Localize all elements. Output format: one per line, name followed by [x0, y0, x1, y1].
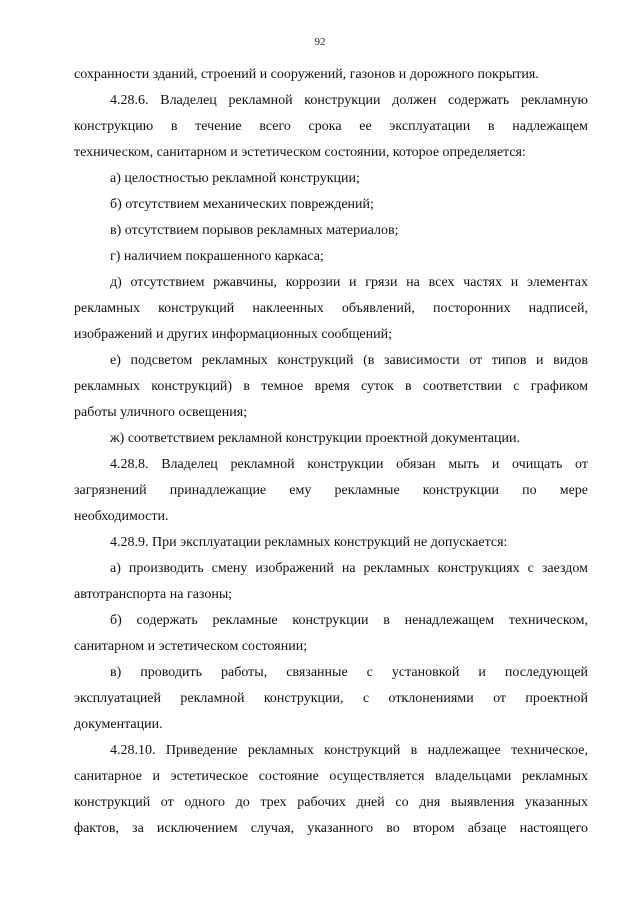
text-line: б) содержать рекламные конструкции в ненадлежащем техническом,	[110, 613, 588, 628]
text-line: санитарное и эстетическое состояние осуществляется владельцами рекламных	[74, 769, 588, 784]
text-line: документации.	[74, 717, 163, 732]
text-line: сохранности зданий, строений и сооружений, газонов и дорожного покрытия.	[74, 67, 539, 82]
text-line: фактов, за исключением случая, указанного во втором абзаце настоящего	[74, 821, 588, 836]
text-line: е) подсветом рекламных конструкций (в зависимости от типов и видов	[110, 353, 588, 368]
text-line: автотранспорта на газоны;	[74, 587, 233, 602]
text-line: загрязнений принадлежащие ему рекламные конструкции по мере	[74, 483, 588, 498]
text-line: работы уличного освещения;	[74, 405, 248, 420]
text-line: 4.28.9. При эксплуатации рекламных конструкций не допускается:	[110, 535, 508, 550]
text-line: рекламных конструкций наклеенных объявлений, посторонних надписей,	[74, 301, 588, 316]
text-line: ж) соответствием рекламной конструкции проектной документации.	[110, 431, 520, 446]
text-line: эксплуатацией рекламной конструкции, с отклонениями от проектной	[74, 691, 588, 706]
text-line: д) отсутствием ржавчины, коррозии и грязи на всех частях и элементах	[110, 275, 588, 290]
text-line: б) отсутствием механических повреждений;	[110, 197, 374, 212]
text-line: конструкций от одного до трех рабочих дней со дня выявления указанных	[74, 795, 588, 810]
text-line: необходимости.	[74, 509, 169, 524]
text-line: а) производить смену изображений на рекламных конструкциях с заездом	[110, 561, 588, 576]
text-line: техническом, санитарном и эстетическом состоянии, которое определяется:	[74, 145, 526, 160]
text-line: в) проводить работы, связанные с установкой и последующей	[110, 665, 588, 680]
text-line: конструкцию в течение всего срока ее эксплуатации в надлежащем	[74, 119, 588, 134]
text-line: рекламных конструкций) в темное время суток в соответствии с графиком	[74, 379, 588, 394]
page-number: 92	[314, 36, 326, 48]
text-line: изображений и других информационных сообщений;	[74, 327, 393, 342]
text-line: 4.28.8. Владелец рекламной конструкции обязан мыть и очищать от	[110, 457, 588, 472]
text-line: 4.28.10. Приведение рекламных конструкций в надлежащее техническое,	[110, 743, 588, 758]
text-line: санитарном и эстетическом состоянии;	[74, 639, 308, 654]
text-line: в) отсутствием порывов рекламных материалов;	[110, 223, 399, 238]
document-body	[74, 62, 588, 842]
text-line: 4.28.6. Владелец рекламной конструкции должен содержать рекламную	[110, 93, 588, 108]
text-line: г) наличием покрашенного каркаса;	[110, 249, 324, 264]
text-line: а) целостностью рекламной конструкции;	[110, 171, 360, 186]
